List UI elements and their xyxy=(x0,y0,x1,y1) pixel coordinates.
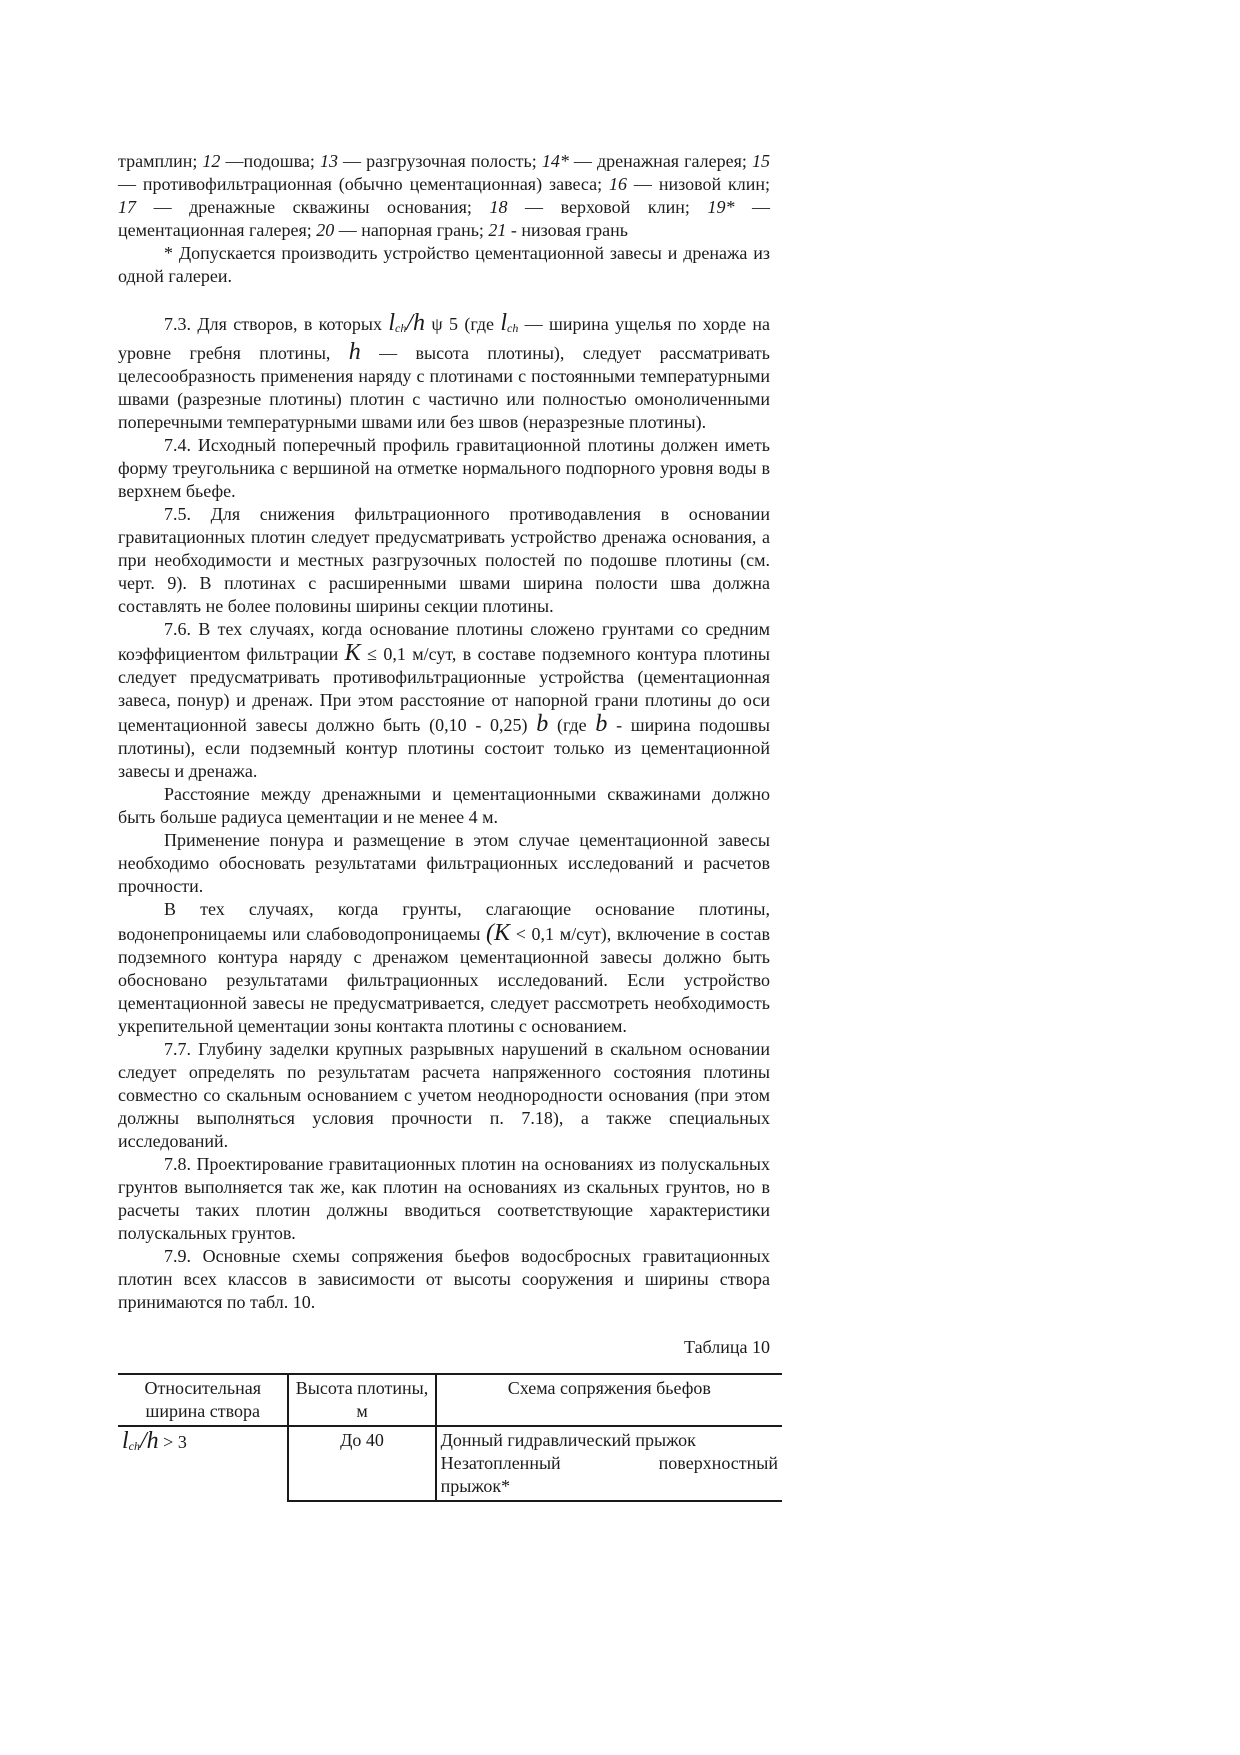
table-header-row xyxy=(118,1374,782,1426)
cell-scheme: Донный гидравлический прыжок Незатопленный поверхностный прыжок* xyxy=(436,1426,782,1501)
table-10 xyxy=(118,1373,782,1502)
section-7-6: 7.6. В тех случаях, когда основание плотины сложено грунтами со средним коэффициентом фильтрации K ≤ 0,1 м/сут, в составе подземного контура плотины следует предусматривать противофильтрационные устройства (цементационная завеса, понур) и дренаж. При этом расстояние от напорной грани плотины до оси цементационной завесы должно быть (0,10 - 0,25) b (где b - ширина подошвы плотины), если подземный контур плотины состоит только из цементационной завесы и дренажа. xyxy=(118,619,771,781)
table-row xyxy=(118,1426,782,1501)
section-7-5: 7.5. Для снижения фильтрационного противодавления в основании гравитационных плотин следует предусматривать устройство дренажа основания, а при необходимости и местных разгрузочных полостей по подошве плотины (см. черт. 9). В плотинах с расширенными швами ширина полости шва должна составлять не более половины ширины секции плотины. xyxy=(118,504,770,616)
section-7-3: 7.3. Для створов, в которых lch/h ψ 5 (где lch — ширина ущелья по хорде на уровне гребня плотины, h — высота плотины), следует рассматривать целесообразность применения наряду с плотинами с постоянными температурными швами (разрезные плотины) плотин с частично или полностью омоноличенными поперечными температурными швами или без швов (неразрезные плотины). xyxy=(118,310,770,432)
header-scheme: Схема сопряжения бьефов xyxy=(436,1374,782,1426)
section-7-6-impermeable: В тех случаях, когда грунты, слагающие основание плотины, водонепроницаемы или слабоводопроницаемы (K < 0,1 м/сут), включение в состав подземного контура наряду с дренажом цементационной завесы должно быть обосновано результатами фильтрационных исследований. Если устройство цементационной завесы не предусматривается, следует рассмотреть необходимость укрепительной цементации зоны контакта плотины с основанием. xyxy=(118,899,770,1036)
section-7-6-drainage-distance: Расстояние между дренажными и цементационными скважинами должно быть больше радиуса цементации и не менее 4 м. xyxy=(118,784,770,827)
section-7-4: 7.4. Исходный поперечный профиль гравитационной плотины должен иметь форму треугольника с вершиной на отметке нормального подпорного уровня воды в верхнем бьефе. xyxy=(118,435,770,501)
section-7-9: 7.9. Основные схемы сопряжения бьефов водосбросных гравитационных плотин всех классов в зависимости от высоты сооружения и ширины створа принимаются по табл. 10. xyxy=(118,1246,770,1312)
section-7-6-apron: Применение понура и размещение в этом случае цементационной завесы необходимо обосновать результатами фильтрационных исследований и расчетов прочности. xyxy=(118,830,770,896)
section-7-7: 7.7. Глубину заделки крупных разрывных нарушений в скальном основании следует определять по результатам расчета напряженного состояния плотины совместно со скальным основанием с учетом неоднородности основания (при этом должны выполняться условия прочности п. 7.18), а также специальных исследований. xyxy=(118,1039,770,1151)
header-dam-height: Высота плотины, м xyxy=(288,1374,435,1426)
table-caption: Таблица 10 xyxy=(684,1337,770,1357)
cell-dam-height: До 40 xyxy=(288,1426,435,1501)
cell-relative-width: lch/h > 3 xyxy=(122,1428,187,1454)
footnote: * Допускается производить устройство цементационной завесы и дренажа из одной галереи. xyxy=(118,243,770,286)
section-7-8: 7.8. Проектирование гравитационных плотин на основаниях из полускальных грунтов выполняется так же, как плотин на основаниях из скальных грунтов, но в расчеты таких плотин должны вводиться соответствующие характеристики полускальных грунтов. xyxy=(118,1154,770,1243)
header-relative-width: Относительная ширина створа xyxy=(118,1374,288,1426)
document-page xyxy=(118,150,778,1502)
figure-legend: трамплин; 12 —подошва; 13 — разгрузочная полость; 14* — дренажная галерея; 15 — противофильтрационная (обычно цементационная) завеса; 16 — низовой клин; 17 — дренажные скважины основания; 18 — верховой клин; 19* — цементационная галерея; 20 — напорная грань; 21 - низовая грань xyxy=(118,151,771,240)
